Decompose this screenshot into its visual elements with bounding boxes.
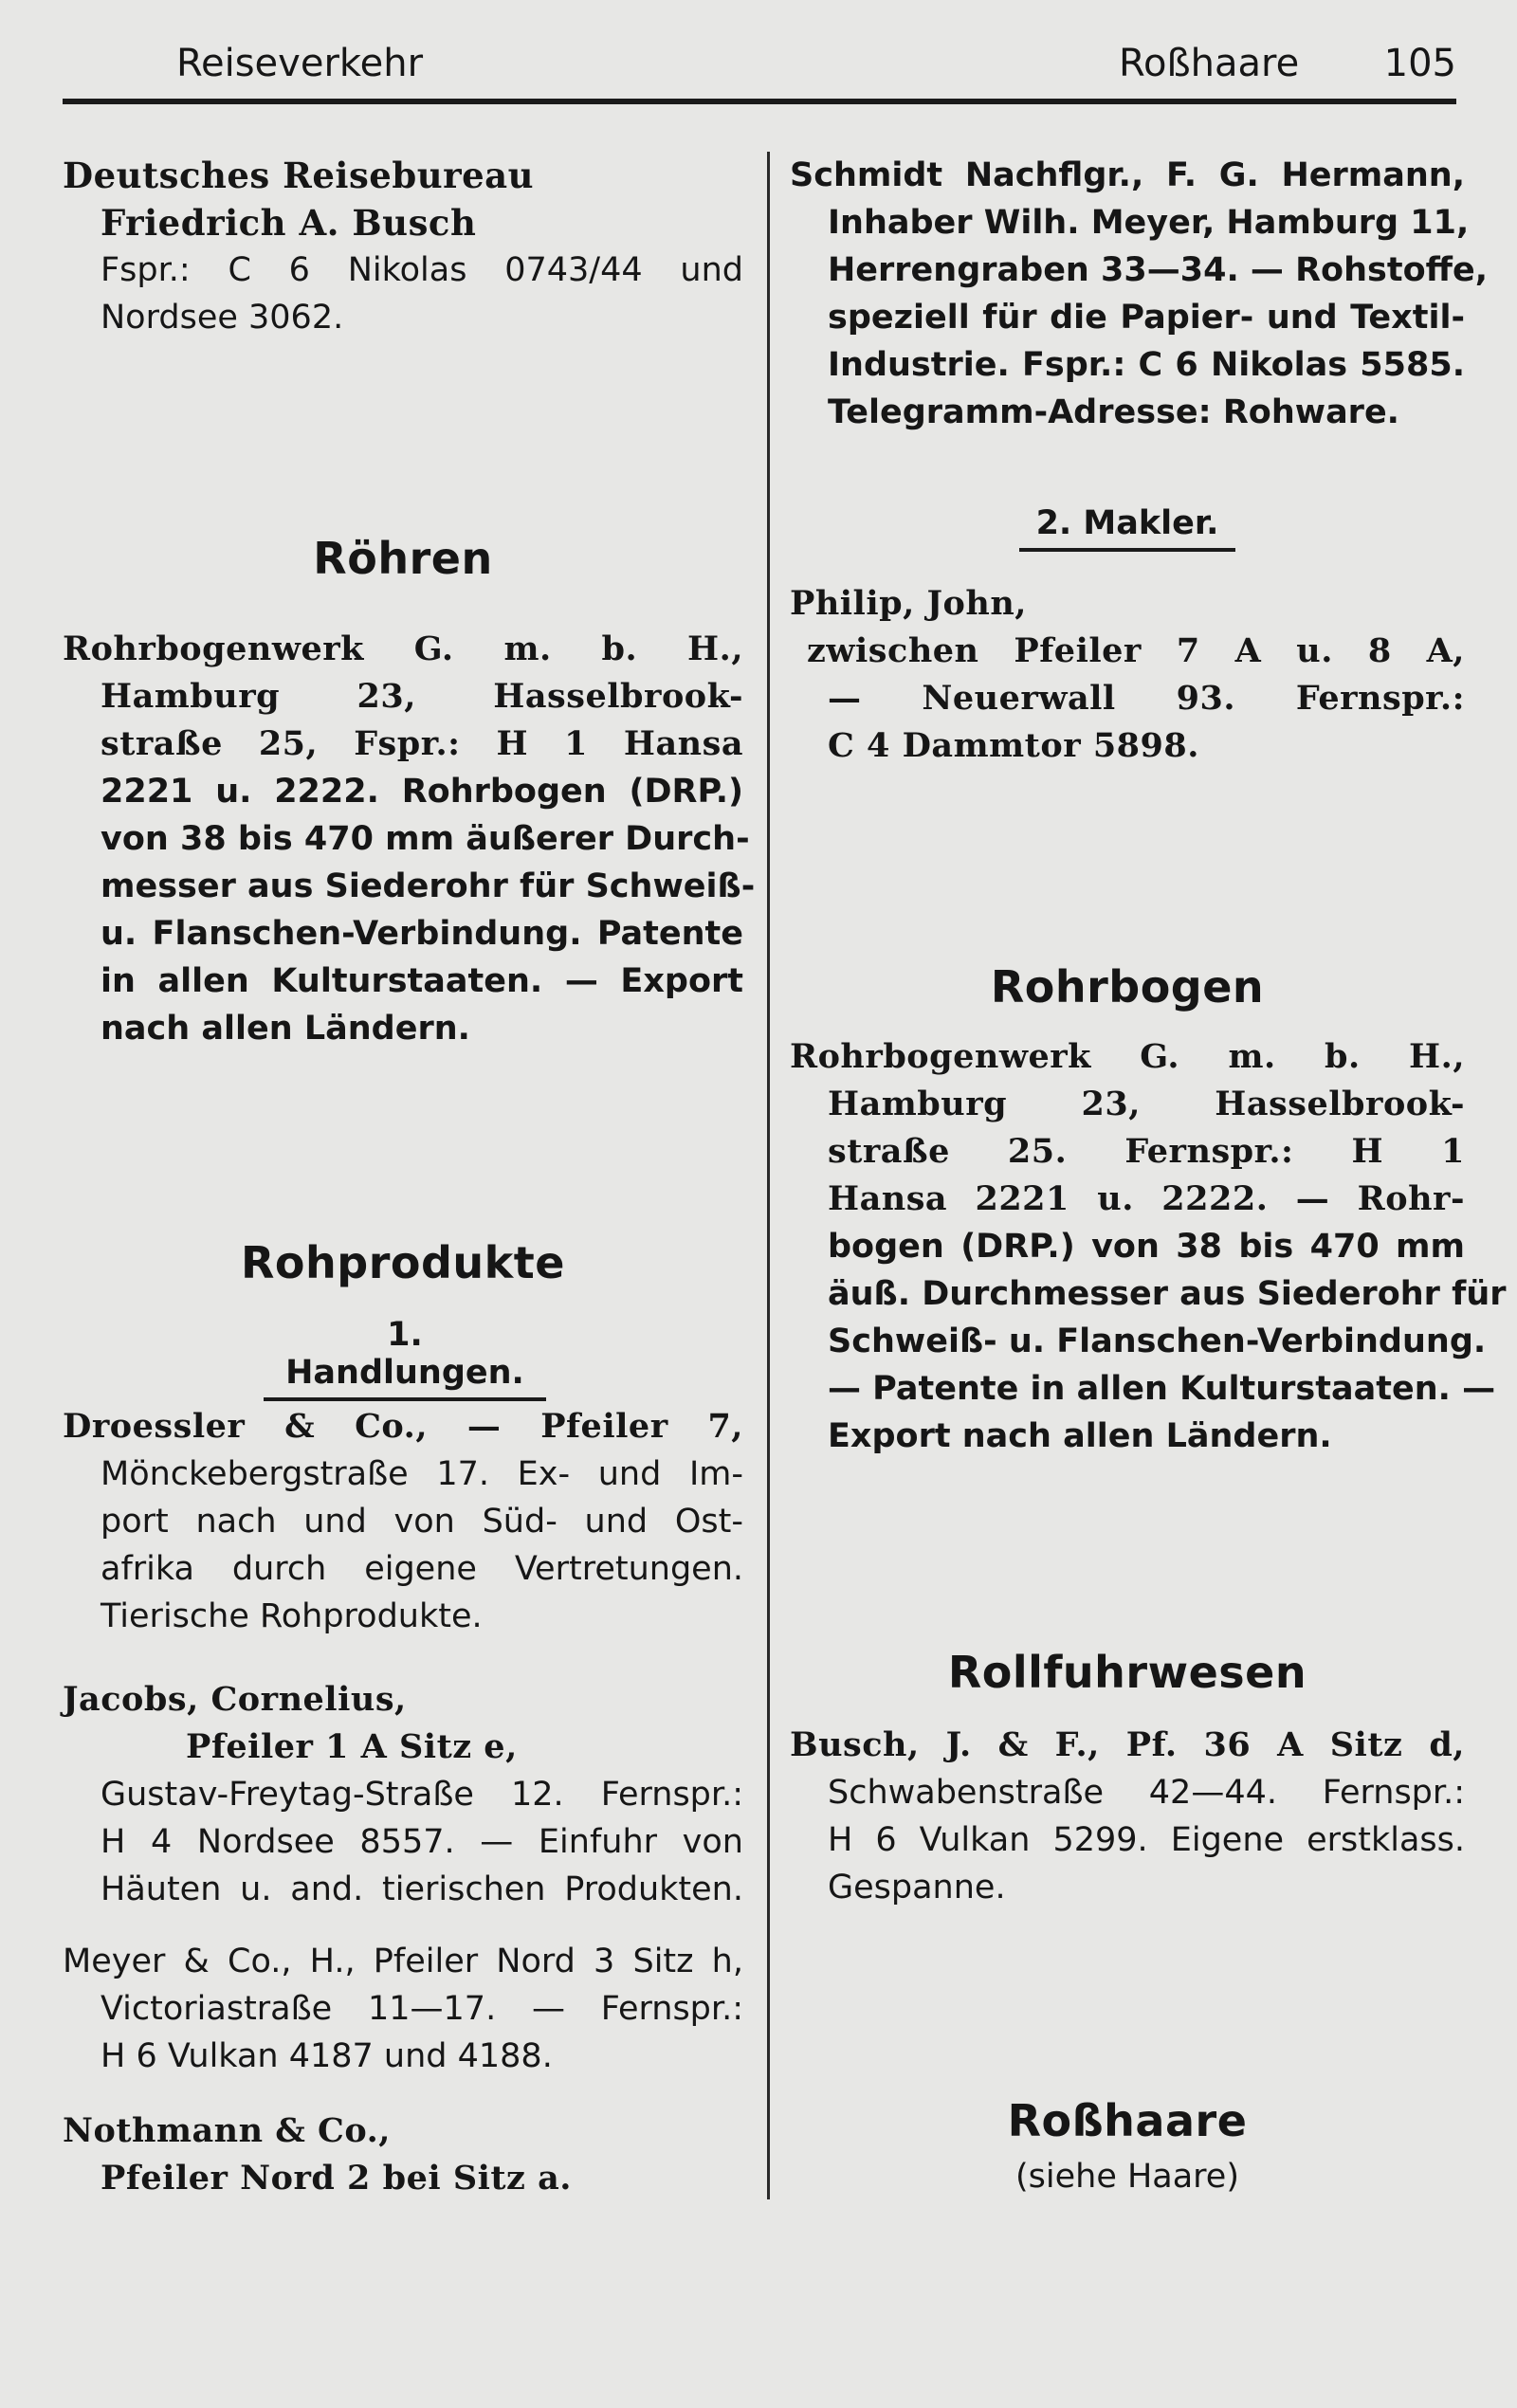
entry-text: Inhaber Wilh. Meyer, Hamburg 11, [828, 204, 1470, 242]
entry-text: messer aus Siederohr für Schweiß- [101, 867, 756, 905]
subheading-underline [1019, 548, 1235, 552]
entry-name: Rohrbogenwerk G. m. b. H., [790, 1037, 1465, 1076]
entry-address-bold: C 4 Dammtor 5898. [828, 726, 1199, 765]
entry-name: Droessler & Co., — Pfeiler 7, [63, 1407, 743, 1446]
entry-name: Schmidt Nachflgr., F. G. Hermann, [790, 156, 1465, 194]
entry-text: Häuten u. and. tierischen Produkten. [101, 1870, 743, 1908]
entry-text: H 6 Vulkan 4187 und 4188. [101, 2037, 553, 2075]
entry-droessler [63, 1403, 743, 1640]
subheading-label: 2. Makler. [1035, 504, 1219, 542]
entry-text: H 4 Nordsee 8557. — Einfuhr von [101, 1823, 743, 1861]
entry-name: Deutsches Reisebureau [63, 155, 535, 196]
entry-text: von 38 bis 470 mm äußerer Durch- [101, 820, 750, 858]
section-heading-rosshaare: Roßhaare [1007, 2095, 1248, 2146]
entry-jacobs [63, 1676, 743, 1913]
entry-text: Tierische Rohprodukte. [101, 1597, 483, 1635]
entry-text: Export nach allen Ländern. [828, 1417, 1332, 1455]
entry-address-bold: Pfeiler Nord 2 bei Sitz a. [101, 2159, 572, 2198]
entry-text: u. Flanschen-Verbindung. Patente [101, 915, 743, 953]
entry-text: bogen (DRP.) von 38 bis 470 mm [828, 1228, 1465, 1266]
running-head-catchword: Roßhaare [1119, 42, 1300, 85]
entry-text-bold: Hamburg 23, Hasselbrook- [828, 1085, 1465, 1123]
entry-text: — Patente in allen Kulturstaaten. — [828, 1370, 1496, 1408]
subheading-label: 1. Handlungen. [285, 1316, 524, 1392]
entry-text: port nach und von Süd- und Ost- [101, 1503, 743, 1541]
entry-text: in allen Kulturstaaten. — Export [101, 962, 743, 1000]
running-head [63, 36, 1456, 102]
subheading-handlungen [264, 1316, 546, 1401]
entry-name-cont: Friedrich A. Busch [101, 202, 477, 244]
entry-reisebureau [63, 152, 743, 341]
entry-text: Schwabenstraße 42—44. Fernspr.: [828, 1774, 1465, 1812]
section-heading-rohprodukte: Rohprodukte [241, 1237, 565, 1288]
entry-text: H 6 Vulkan 5299. Eigene erstklass. [828, 1821, 1465, 1859]
entry-text: Herrengraben 33—34. — Rohstoffe, [828, 251, 1489, 289]
entry-text-bold: straße 25. Fernspr.: H 1 [828, 1132, 1465, 1171]
entry-busch [790, 1722, 1465, 1911]
entry-name: Rohrbogenwerk G. m. b. H., [63, 629, 743, 668]
entry-address-bold: Pfeiler 1 A Sitz e, [186, 1727, 518, 1766]
entry-address-bold: zwischen Pfeiler 7 A u. 8 A, [807, 631, 1465, 670]
entry-text-bold: straße 25, Fspr.: H 1 Hansa [101, 724, 743, 763]
entry-text: Gespanne. [828, 1869, 1006, 1906]
entry-text: Schweiß- u. Flanschen-Verbindung. [828, 1323, 1487, 1360]
subheading-underline [264, 1397, 546, 1401]
entry-nothmann [63, 2107, 743, 2202]
entry-text: Fspr.: C 6 Nikolas 0743/44 und [101, 251, 743, 289]
entry-text: afrika durch eigene Vertretungen. [101, 1550, 743, 1588]
entry-address-bold: — Neuerwall 93. Fernspr.: [828, 679, 1465, 718]
entry-text: Gustav-Freytag-Straße 12. Fernspr.: [101, 1776, 743, 1814]
entry-text: speziell für die Papier- und Textil- [828, 299, 1465, 337]
entry-text: Telegramm-Adresse: Rohware. [828, 393, 1399, 431]
entry-schmidt [790, 152, 1489, 436]
entry-name: Philip, John, [790, 584, 1027, 623]
section-heading-rollfuhrwesen: Rollfuhrwesen [947, 1647, 1307, 1698]
entry-text: 2221 u. 2222. Rohrbogen (DRP.) [101, 773, 743, 811]
cross-reference: (siehe Haare) [1014, 2158, 1239, 2196]
entry-name: Busch, J. & F., Pf. 36 A Sitz d, [790, 1725, 1465, 1764]
entry-philip [790, 580, 1465, 770]
subheading-makler [1019, 504, 1235, 552]
entry-text: Industrie. Fspr.: C 6 Nikolas 5585. [828, 346, 1465, 384]
running-head-section: Reiseverkehr [176, 42, 424, 85]
entry-name: Meyer & Co., H., Pfeiler Nord 3 Sitz h, [63, 1943, 743, 1980]
entry-text: Victoriastraße 11—17. — Fernspr.: [101, 1990, 743, 2028]
entry-text: nach allen Ländern. [101, 1010, 470, 1048]
entry-rohrbogenwerk-2 [790, 1033, 1507, 1460]
page-number: 105 [1383, 42, 1456, 85]
header-rule [63, 99, 1456, 104]
entry-text: Nordsee 3062. [101, 299, 344, 337]
entry-rohrbogenwerk [63, 626, 756, 1052]
entry-meyer [63, 1938, 743, 2080]
section-heading-rohrbogen: Rohrbogen [990, 961, 1265, 1012]
entry-text-bold: Hamburg 23, Hasselbrook- [101, 677, 743, 716]
column-divider [767, 152, 770, 2199]
entry-name: Nothmann & Co., [63, 2111, 391, 2150]
entry-text: äuß. Durchmesser aus Siederohr für [828, 1275, 1507, 1313]
entry-text: Mönckebergstraße 17. Ex- und Im- [101, 1455, 743, 1493]
section-heading-roehren: Röhren [313, 533, 493, 584]
entry-text-bold: Hansa 2221 u. 2222. — Rohr- [828, 1179, 1465, 1218]
entry-name: Jacobs, Cornelius, [63, 1680, 407, 1719]
